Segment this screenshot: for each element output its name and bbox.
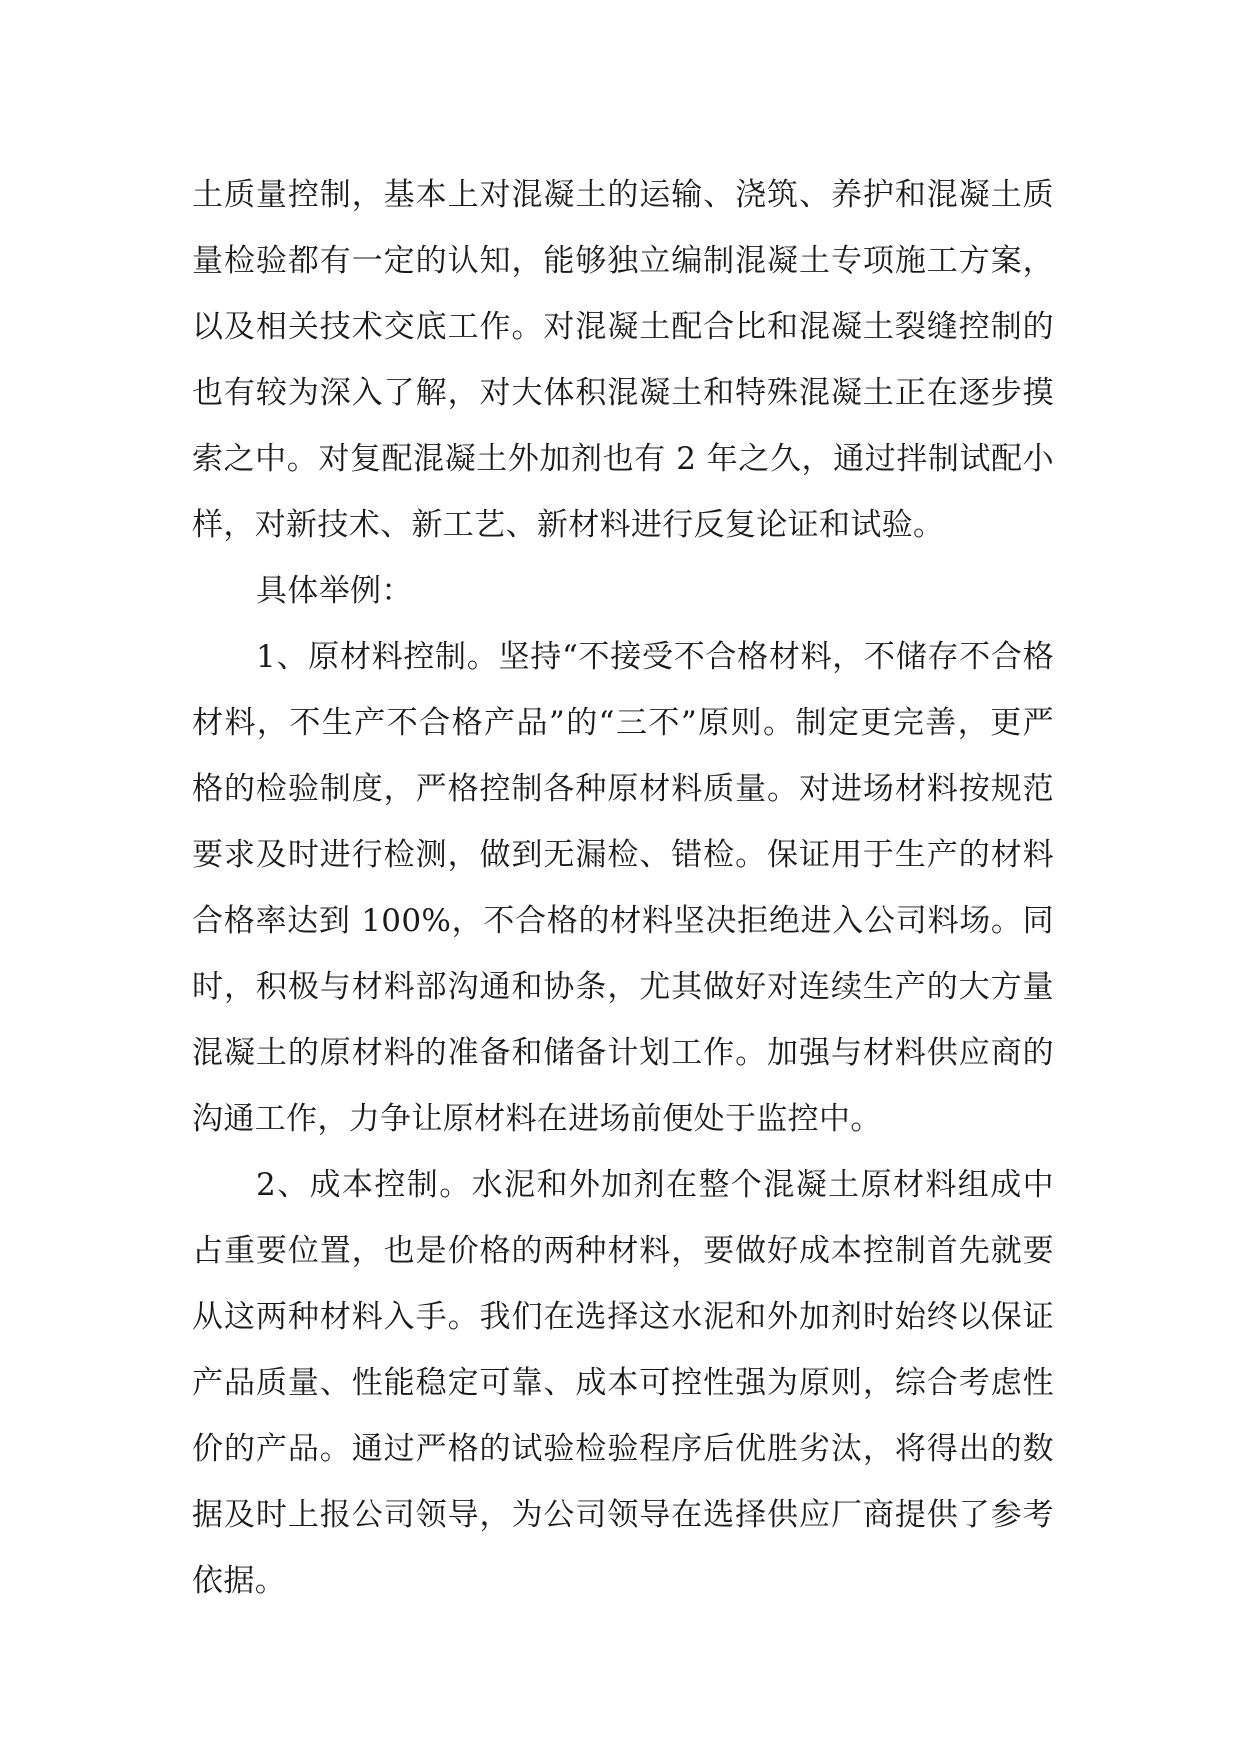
body-paragraph-continued: 土质量控制，基本上对混凝土的运输、浇筑、养护和混凝土质量检验都有一定的认知，能够独立编制混凝土专项施工方案，以及相关技术交底工作。对混凝土配合比和混凝土裂缝控制的也有较为深入了解，对大体积混凝土和特殊混凝土正在逐步摸索之中。对复配混凝土外加剂也有 2 年之久，通过拌制试配小样，对新技术、新工艺、新材料进行反复论证和试验。 — [192, 177, 1054, 543]
example-cost-control: 2、成本控制。水泥和外加剂在整个混凝土原材料组成中占重要位置，也是价格的两种材料，要做好成本控制首先就要从这两种材料入手。我们在选择这水泥和外加剂时始终以保证产品质量、性能稳定可靠、成本可控性强为原则，综合考虑性价的产品。通过严格的试验检验程序后优胜劣汰，将得出的数据及时上报公司领导，为公司领导在选择供应厂商提供了参考依据。 — [192, 1167, 1054, 1599]
example-raw-material-control: 1、原材料控制。坚持“不接受不合格材料，不储存不合格材料，不生产不合格产品”的“三不”原则。制定更完善，更严格的检验制度，严格控制各种原材料质量。对进场材料按规范要求及时进行检测，做到无漏检、错检。保证用于生产的材料合格率达到 100%，不合格的材料坚决拒绝进入公司料场。同时，积极与材料部沟通和协条，尤其做好对连续生产的大方量混凝土的原材料的准备和储备计划工作。加强与材料供应商的沟通工作，力争让原材料在进场前便处于监控中。 — [192, 639, 1054, 1137]
document-body — [192, 162, 1054, 1614]
examples-heading: 具体举例： — [256, 573, 413, 609]
